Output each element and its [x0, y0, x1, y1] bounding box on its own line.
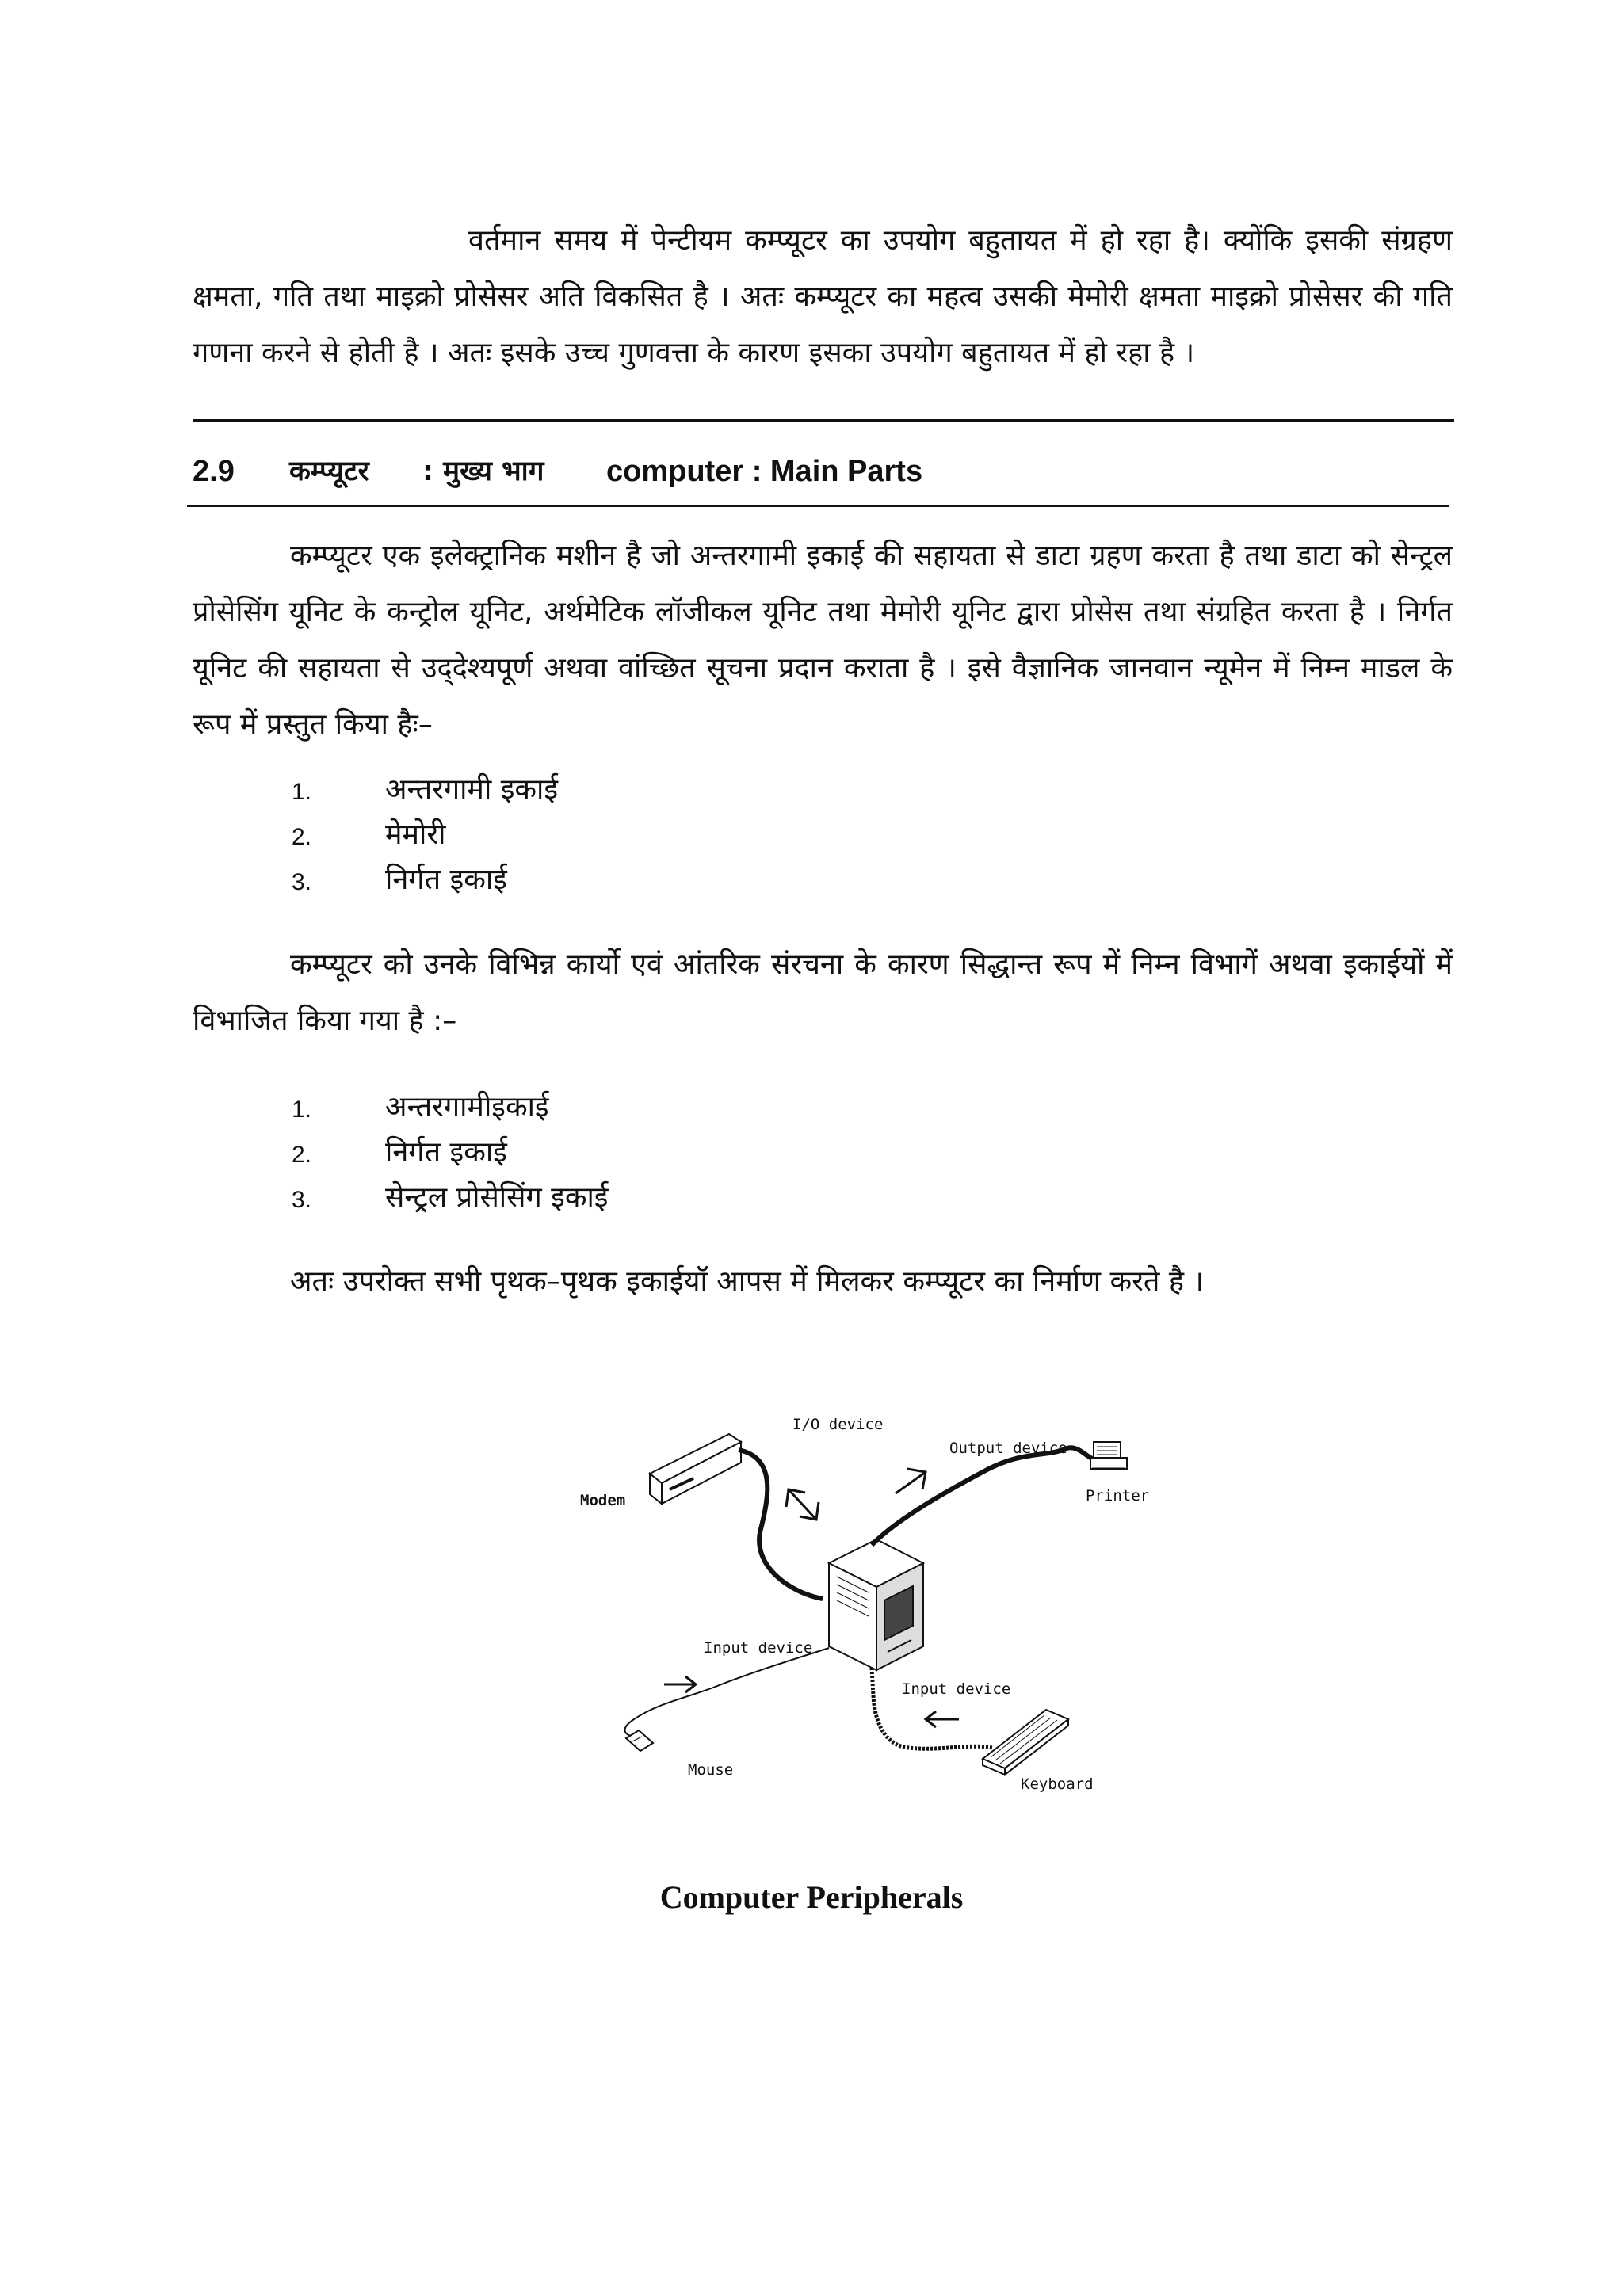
list-text: अन्तरगामी इकाई [385, 773, 559, 806]
list-number: 2. [292, 1142, 312, 1168]
division-paragraph [193, 936, 1453, 1049]
computer-icon [829, 1539, 923, 1670]
input-arrow-left-icon [664, 1676, 696, 1692]
output-device-label: Output device [949, 1440, 1067, 1457]
list-number: 2. [292, 824, 312, 850]
computer-peripherals-figure [571, 1410, 1157, 1822]
section-bottom-rule [187, 505, 1449, 507]
input-device-right-label: Input device [902, 1680, 1011, 1698]
io-arrow-icon [786, 1489, 819, 1520]
list-text: निर्गत इकाई [385, 864, 507, 896]
peripherals-diagram [571, 1410, 1157, 1822]
modem-icon [650, 1434, 741, 1504]
section-title-hindi: कम्प्यूटर [289, 456, 369, 487]
list-text: निर्गत इकाई [385, 1136, 507, 1169]
printer-icon [1090, 1442, 1127, 1469]
section-top-rule [193, 419, 1454, 422]
list-number: 1. [292, 779, 312, 805]
conclusion-paragraph [290, 1253, 1447, 1310]
list-text: सेन्ट्रल प्रोसेसिंग इकाई [385, 1181, 609, 1214]
division-text: कम्प्यूटर को उनके विभिन्न कार्यो एवं आंतरिक संरचना के कारण सिद्धान्त रूप में निम्न विभागें अथवा इकाईयों में विभाजित किया गया है :– [193, 948, 1453, 1037]
section-number: 2.9 [193, 455, 235, 488]
definition-text: कम्प्यूटर एक इलेक्ट्रानिक मशीन है जो अन्तरगामी इकाई की सहायता से डाटा ग्रहण करता है तथा डाटा को सेन्ट्रल प्रोसेसिंग यूनिट के कन्ट्रोल यूनिट, अर्थमेटिक लॉजीकल यूनिट तथा मेमोरी यूनिट द्वारा प्रोसेस तथा संग्रहित करता है । निर्गत यूनिट की सहायता से उद्‌देश्यपूर्ण अथवा वांच्छित सूचना प्रदान कराता है । इसे वैज्ञानिक जानवान न्यूमेन में निम्न माडल के रूप में प्रस्तुत किया हैः– [193, 540, 1453, 741]
definition-paragraph [193, 528, 1453, 753]
section-title-english: computer : Main Parts [606, 455, 923, 488]
keyboard-icon [983, 1710, 1068, 1775]
mouse-label: Mouse [688, 1761, 734, 1779]
list-number: 3. [292, 869, 312, 895]
mouse-icon [626, 1730, 653, 1751]
input-device-left-label: Input device [704, 1639, 813, 1657]
intro-paragraph [193, 212, 1453, 381]
printer-cable [872, 1447, 1094, 1545]
list-text: मेमोरी [385, 818, 446, 851]
mouse-cable [624, 1648, 829, 1737]
modem-label: Modem [580, 1492, 626, 1509]
list-text: अन्तरगामीइकाई [385, 1091, 549, 1123]
intro-text: वर्तमान समय में पेन्टीयम कम्प्यूटर का उपयोग बहुतायत में हो रहा है। क्योंकि इसकी संग्रहण क्षमता, गति तथा माइक्रो प्रोसेसर अति विकसित है । अतः कम्प्यूटर का महत्व उसकी मेमोरी क्षमता माइक्रो प्रोसेसर की गति गणना करने से होती है । अतः इसके उच्च गुणवत्ता के कारण इसका उपयोग बहुतायत में हो रहा है । [193, 224, 1453, 369]
printer-label: Printer [1086, 1487, 1150, 1505]
section-title-hindi-sub: : मुख्य भाग [422, 456, 544, 487]
conclusion-text: अतः उपरोक्त सभी पृथक–पृथक इकाईयॉ आपस में मिलकर कम्प्यूटर का निर्माण करते है । [290, 1265, 1205, 1298]
keyboard-label: Keyboard [1021, 1775, 1094, 1793]
figure-caption: Computer Peripherals [659, 1879, 964, 1915]
modem-cable [739, 1450, 823, 1599]
input-arrow-right-icon [926, 1711, 959, 1727]
io-device-label: I/O device [792, 1416, 884, 1433]
list-number: 3. [292, 1187, 312, 1213]
output-arrow-icon [896, 1469, 926, 1493]
list-number: 1. [292, 1097, 312, 1123]
